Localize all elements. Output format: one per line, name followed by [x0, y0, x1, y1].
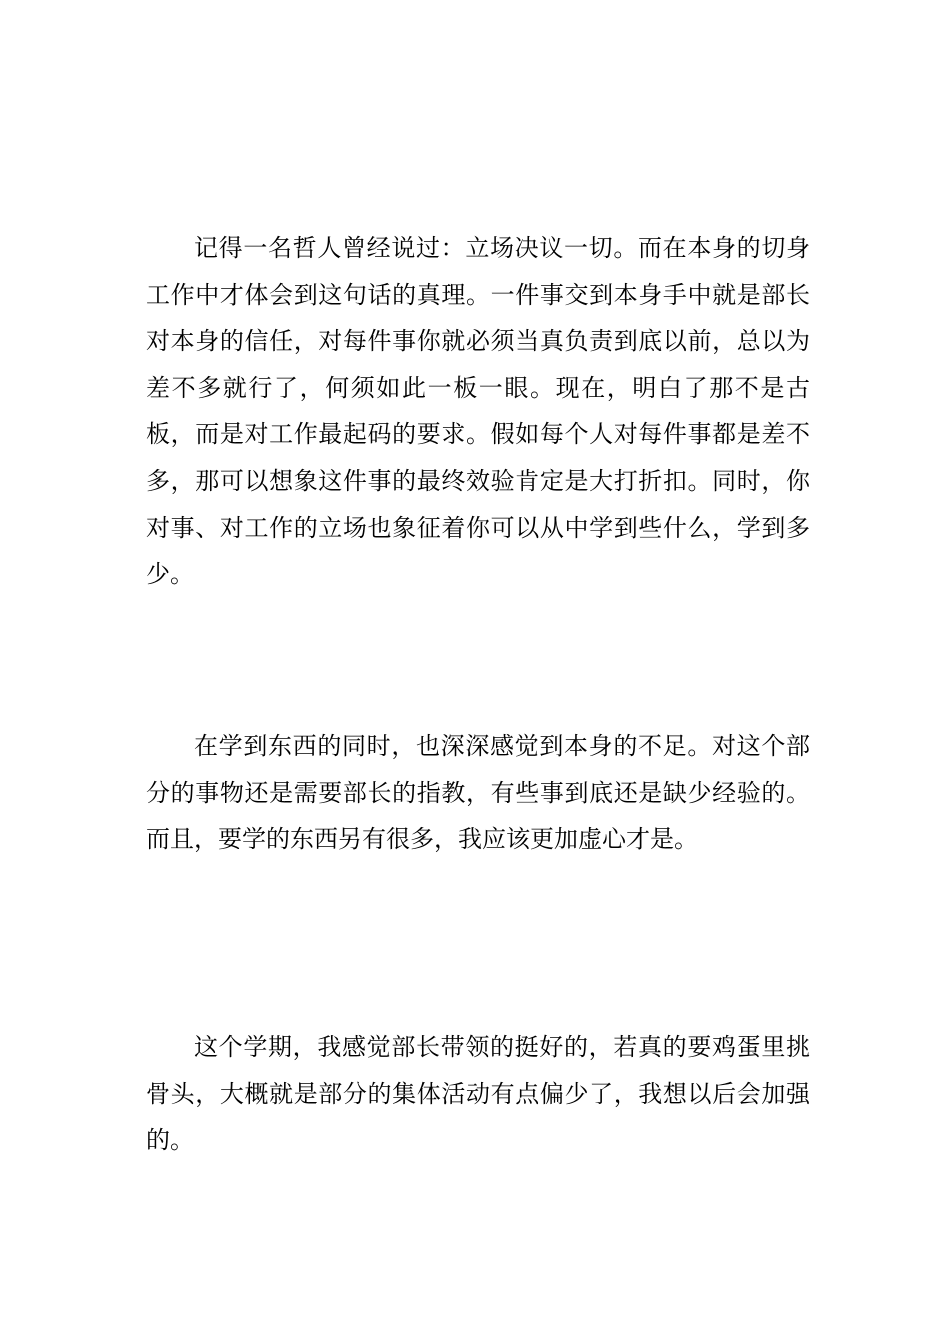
paragraph-3: 这个学期，我感觉部长带领的挺好的，若真的要鸡蛋里挑骨头，大概就是部分的集体活动有点偏少了，我想以后会加强的。	[146, 1033, 810, 1155]
paragraph-1: 记得一名哲人曾经说过：立场决议一切。而在本身的切身工作中才体会到这句话的真理。一件事交到本身手中就是部长对本身的信任，对每件事你就必须当真负责到底以前，总以为差不多就行了，何须如此一板一眼。现在，明白了那不是古板，而是对工作最起码的要求。假如每个人对每件事都是差不多，那可以想象这件事的最终效验肯定是大打折扣。同时，你对事、对工作的立场也象征着你可以从中学到些什么，学到多少。	[146, 234, 810, 589]
paragraph-2: 在学到东西的同时，也深深感觉到本身的不足。对这个部分的事物还是需要部长的指教，有些事到底还是缺少经验的。而且，要学的东西另有很多，我应该更加虚心才是。	[146, 732, 810, 854]
